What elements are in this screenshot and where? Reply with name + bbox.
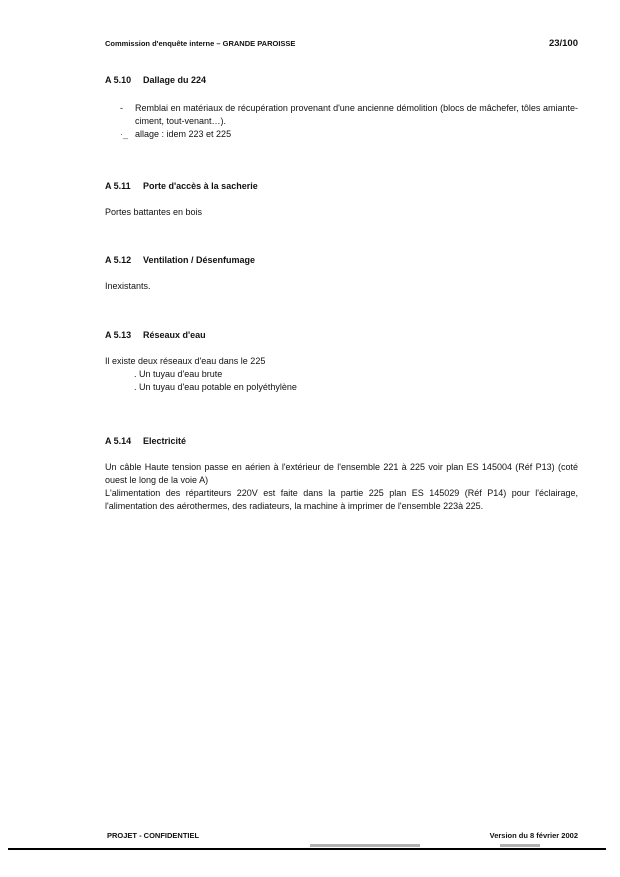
section-heading	[105, 436, 578, 446]
section-paragraph: L'alimentation des répartiteurs 220V est faite dans la partie 225 plan ES 145029 (Réf P14) pour l'éclairage, l'alimentation des aérothermes, des radiateurs, la machine à imprimer de l'ensemble 223à 225.	[105, 488, 578, 511]
section-text: Portes battantes en bois	[105, 207, 203, 217]
list-item	[120, 128, 578, 141]
section-heading	[105, 330, 578, 340]
dash-marker: -	[120, 103, 123, 113]
page-header	[105, 38, 578, 49]
footer-rule	[8, 848, 606, 850]
list-item	[120, 102, 578, 128]
page-number: 23/100	[548, 38, 578, 49]
page-footer	[107, 831, 578, 840]
list-item: . Un tuyau d'eau potable en polyéthylène	[134, 382, 297, 392]
section-reseaux-eau	[105, 330, 578, 394]
section-number: A 5.12	[105, 255, 132, 265]
footer-confidential: PROJET - CONFIDENTIEL	[107, 831, 200, 840]
footer-version: Version du 8 février 2002	[489, 831, 578, 840]
dash-list	[120, 102, 578, 141]
section-number: A 5.10	[105, 75, 132, 85]
scan-artifact	[500, 844, 540, 847]
section-title: Réseaux d'eau	[143, 330, 206, 340]
section-title: Ventilation / Désenfumage	[143, 255, 256, 265]
section-heading	[105, 255, 578, 265]
section-electricite	[105, 436, 578, 513]
dash-marker: ·_	[120, 129, 129, 139]
list-item: . Un tuyau d'eau brute	[134, 369, 223, 379]
section-number: A 5.13	[105, 330, 132, 340]
section-number: A 5.11	[105, 181, 131, 191]
section-number: A 5.14	[105, 436, 132, 446]
section-heading	[105, 181, 578, 191]
section-dallage	[105, 75, 578, 139]
scan-artifact	[310, 844, 420, 847]
section-title: Electricité	[143, 436, 187, 446]
section-heading	[105, 75, 578, 85]
section-title: Dallage du 224	[143, 75, 207, 85]
section-intro: Il existe deux réseaux d'eau dans le 225	[105, 356, 266, 366]
section-porte	[105, 181, 578, 219]
section-ventilation	[105, 255, 578, 293]
section-title: Porte d'accès à la sacherie	[143, 181, 258, 191]
section-paragraph: Un câble Haute tension passe en aérien à l'extérieur de l'ensemble 221 à 225 voir plan ES 145004 (Réf P13) (coté ouest le long de la voie A)	[105, 462, 578, 485]
bullet-list	[105, 368, 578, 394]
list-item-text: Remblai en matériaux de récupération provenant d'une ancienne démolition (blocs de mâchefer, tôles amiante-ciment, tout-venant…).	[135, 103, 578, 126]
document-title: Commission d'enquête interne – GRANDE PAROISSE	[105, 39, 296, 48]
list-item-text: allage : idem 223 et 225	[135, 129, 232, 139]
section-text: Inexistants.	[105, 281, 151, 291]
